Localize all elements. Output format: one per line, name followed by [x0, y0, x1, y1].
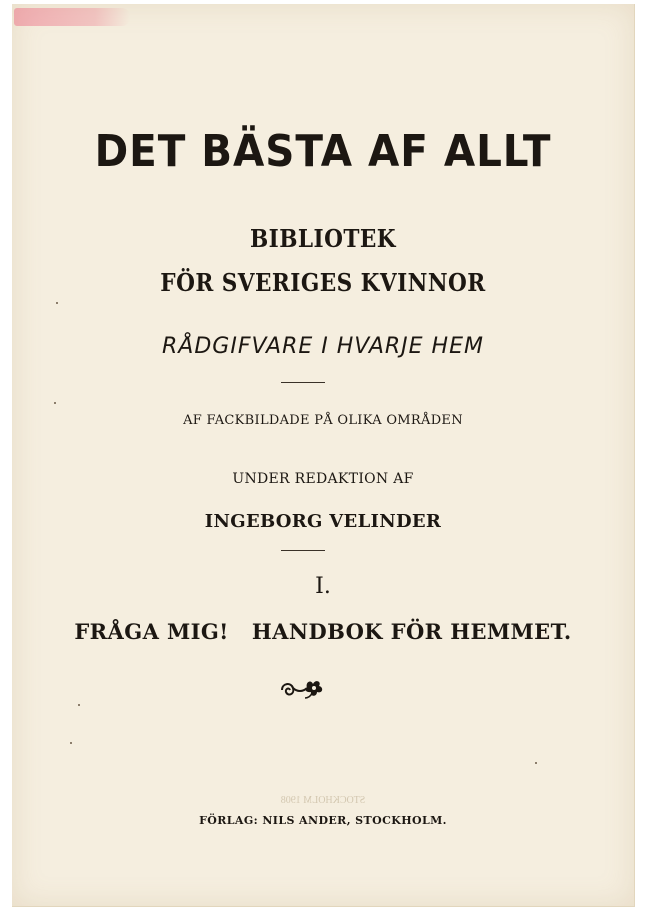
credit-line: AF FACKBILDADE PÅ OLIKA OMRÅDEN — [183, 413, 463, 428]
editor-label: UNDER REDAKTION AF — [232, 471, 414, 487]
main-title: DET BÄSTA AF ALLT — [94, 126, 552, 177]
tagline: RÅDGIFVARE I HVARJE HEM — [162, 334, 484, 359]
divider-rule — [281, 550, 325, 551]
editor-name: INGEBORG VELINDER — [204, 511, 442, 532]
publisher-line: FÖRLAG: NILS ANDER, STOCKHOLM. — [199, 814, 447, 827]
divider-rule — [281, 382, 325, 383]
pink-stain — [14, 8, 130, 26]
paper-speck — [70, 742, 72, 744]
volume-number: I. — [315, 574, 331, 599]
subtitle-line-2: FÖR SVERIGES KVINNOR — [160, 268, 486, 297]
paper-speck — [78, 704, 80, 706]
volume-title: FRÅGA MIG! HANDBOK FÖR HEMMET. — [74, 619, 572, 644]
paper-speck — [535, 762, 537, 764]
subtitle-line-1: BIBLIOTEK — [249, 224, 397, 253]
paper-speck — [54, 402, 56, 404]
floral-ornament-icon — [279, 674, 327, 700]
show-through-text: STOCKHOLM 1908 — [280, 795, 366, 806]
paper-speck — [56, 302, 58, 304]
